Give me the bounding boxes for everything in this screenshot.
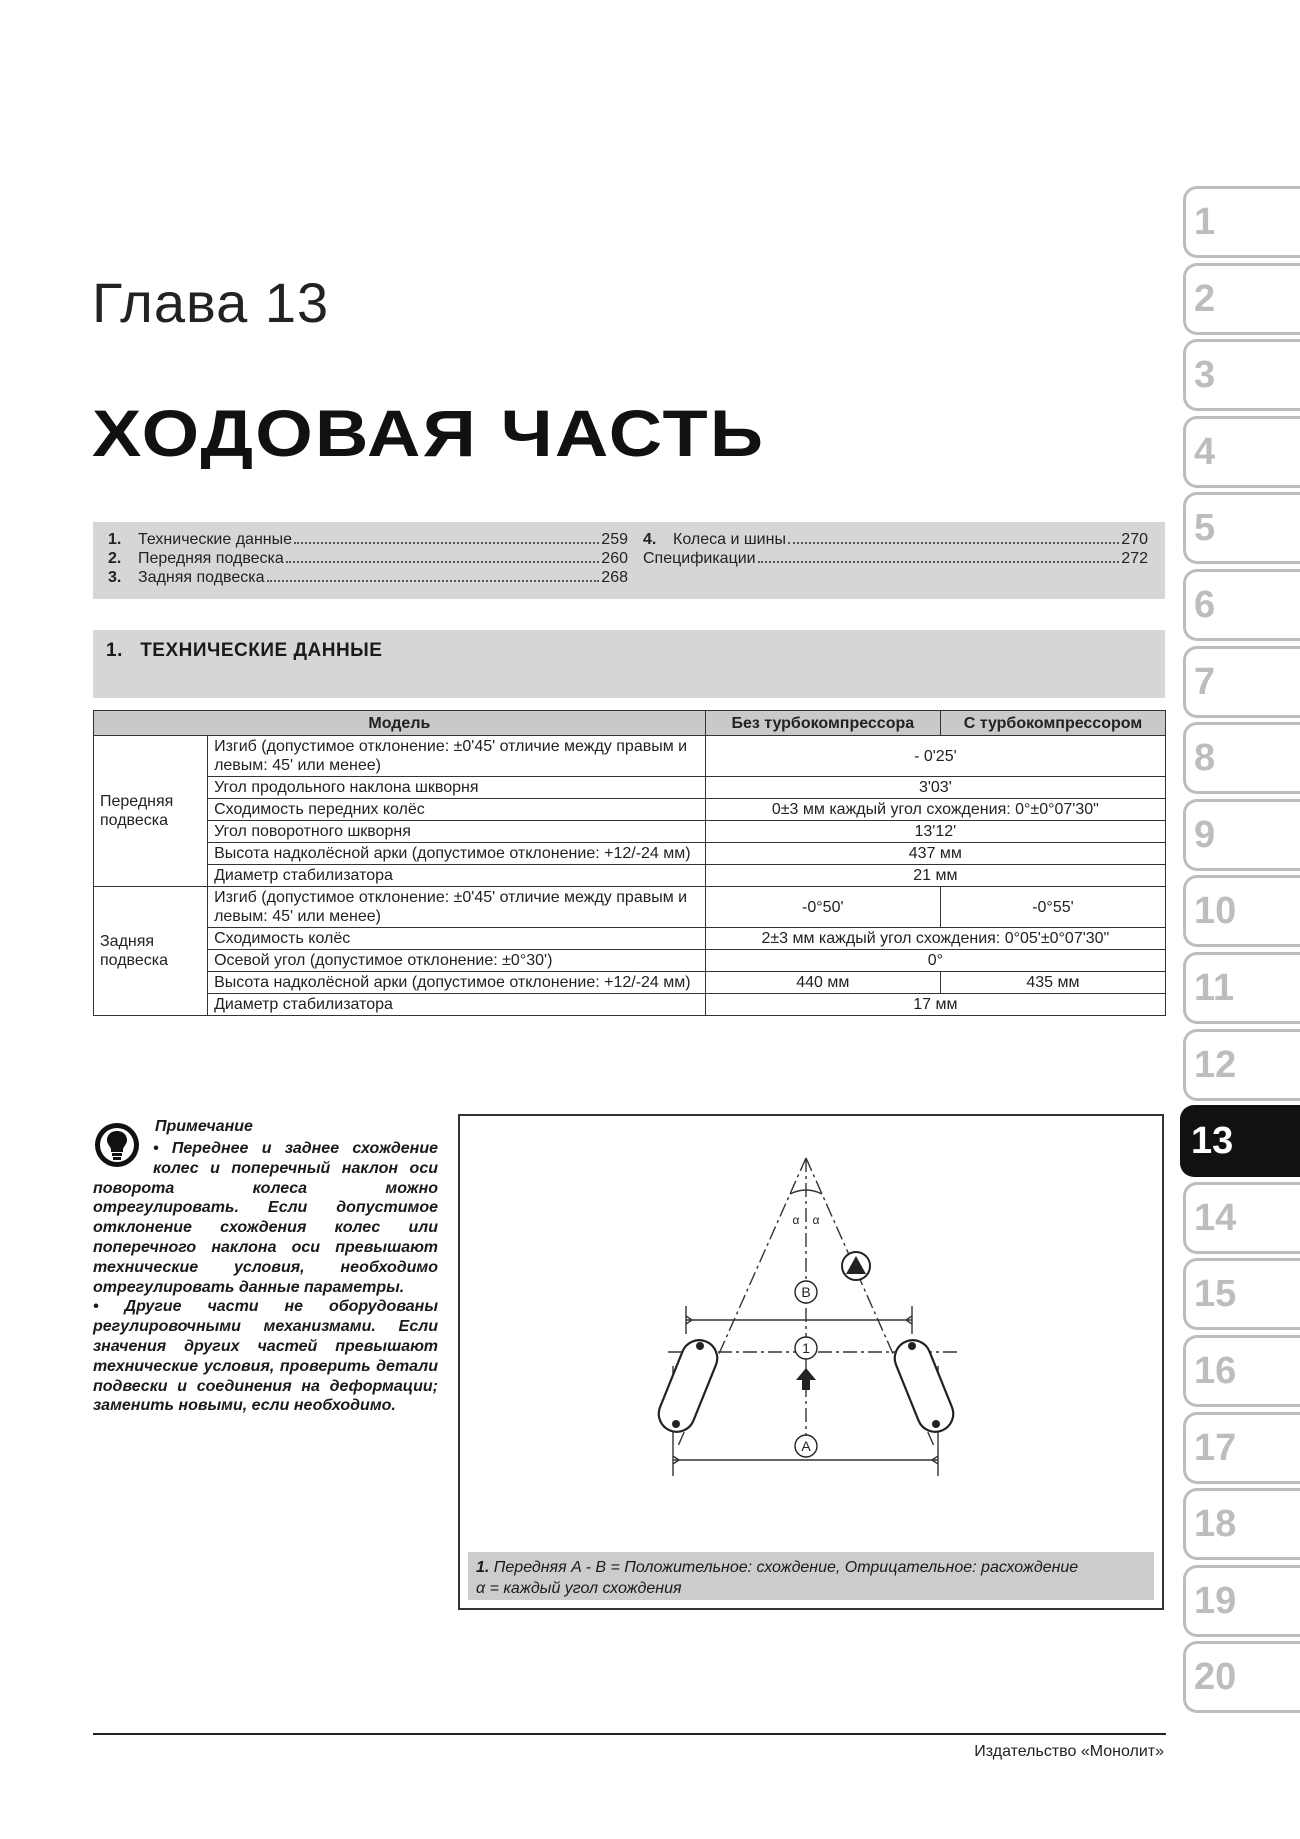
table-row [94, 736, 1166, 777]
chapter-title: ХОДОВАЯ ЧАСТЬ [92, 396, 766, 470]
table-row [94, 821, 1166, 843]
value-cell: 435 мм [940, 972, 1165, 994]
footer-divider [93, 1733, 1166, 1735]
toc-item-title: Спецификации [643, 550, 756, 567]
publisher-name: Издательство «Монолит» [974, 1743, 1164, 1760]
param-cell: Сходимость колёс [208, 928, 706, 950]
label-b: B [801, 1284, 811, 1300]
toe-diagram-figure [458, 1114, 1164, 1610]
toc-item-title: Передняя подвеска [138, 550, 284, 567]
chapter-tab-label: 16 [1194, 1350, 1237, 1392]
table-row [94, 950, 1166, 972]
toc-item-page: 260 [601, 550, 628, 567]
header-no-turbo: Без турбокомпрессора [705, 711, 940, 736]
chapter-tab-13[interactable] [1180, 1105, 1300, 1177]
chapter-tab-label: 19 [1194, 1579, 1237, 1622]
chapter-tab-label: 20 [1194, 1656, 1237, 1699]
chapter-tab-label: 9 [1194, 813, 1216, 856]
chapter-tab-label: 15 [1194, 1273, 1237, 1316]
param-cell: Высота надколёсной арки (допустимое отклонение: +12/-24 мм) [208, 843, 706, 865]
note-title: Примечание [155, 1118, 253, 1135]
toc-leader-dots [294, 542, 599, 544]
alpha-left: α [792, 1213, 800, 1227]
chapter-tab-11[interactable] [1183, 952, 1300, 1024]
value-cell: -0°50' [705, 887, 940, 928]
section-number: 1. [106, 640, 123, 661]
toc-item-number: 2. [108, 550, 122, 567]
chapter-tab-label: 5 [1194, 507, 1216, 550]
note-paragraph: • Переднее и заднее схождение колес и поперечный наклон оси поворота колеса можно отрегулировать. Если допустимое отклонение схождения колес или поперечного наклона оси превышают технические условия, необходимо отрегулировать данные параметры. [93, 1140, 438, 1296]
chapter-label: Глава 13 [92, 271, 330, 334]
chapter-tab-label: 6 [1194, 584, 1216, 626]
chapter-tab-label: 2 [1194, 277, 1216, 320]
toc-item-page: 270 [1121, 531, 1148, 548]
chapter-tab-label: 8 [1194, 737, 1216, 780]
value-cell: 437 мм [705, 843, 1165, 865]
toc-item-page: 268 [601, 569, 628, 586]
chapter-tab-17[interactable] [1183, 1412, 1300, 1484]
toc-item-title: Колеса и шины [673, 531, 786, 548]
value-cell: 13'12' [705, 821, 1165, 843]
chapter-tab-10[interactable] [1183, 875, 1300, 947]
header-turbo: С турбокомпрессором [940, 711, 1165, 736]
value-cell: - 0'25' [705, 736, 1165, 777]
label-a: A [801, 1438, 811, 1454]
chapter-tab-18[interactable] [1183, 1488, 1300, 1560]
technical-data-table [93, 710, 1166, 1016]
toc-item-number: 1. [108, 531, 122, 548]
brand-logo-icon [842, 1252, 870, 1280]
toc-leader-dots [788, 542, 1119, 544]
toe-diagram [460, 1116, 1162, 1608]
chapter-tab-label: 13 [1191, 1120, 1234, 1163]
chapter-tab-label: 17 [1194, 1426, 1237, 1469]
toc-column-left [108, 530, 628, 587]
right-wheel-shape [889, 1335, 958, 1437]
chapter-tab-19[interactable] [1183, 1565, 1300, 1637]
param-cell: Осевой угол (допустимое отклонение: ±0°30') [208, 950, 706, 972]
value-cell: 0±3 мм каждый угол схождения: 0°±0°07'30" [705, 799, 1165, 821]
table-row [94, 843, 1166, 865]
value-cell: -0°55' [940, 887, 1165, 928]
chapter-tab-12[interactable] [1183, 1029, 1300, 1101]
chapter-tab-8[interactable] [1183, 722, 1300, 794]
chapter-tab-label: 7 [1194, 660, 1216, 703]
table-header-row [94, 711, 1166, 736]
caption-number: 1. [476, 1559, 490, 1576]
param-cell: Угол поворотного шкворня [208, 821, 706, 843]
toc-item-page: 272 [1121, 550, 1148, 567]
table-of-contents [93, 522, 1165, 599]
table-row [94, 994, 1166, 1016]
toc-column-right [643, 530, 1148, 568]
toc-leader-dots [758, 561, 1120, 563]
section-header-bar [93, 630, 1165, 698]
section-heading [106, 640, 382, 662]
toc-item-number: 4. [643, 531, 657, 548]
header-model: Модель [94, 711, 706, 736]
toc-leader-dots [267, 580, 600, 582]
value-cell: 440 мм [705, 972, 940, 994]
value-cell: 0° [705, 950, 1165, 972]
toc-item-number: 3. [108, 569, 122, 586]
chapter-tab-label: 14 [1194, 1196, 1237, 1239]
param-cell: Диаметр стабилизатора [208, 865, 706, 887]
toc-item-title: Технические данные [138, 531, 293, 548]
chapter-tab-6[interactable] [1183, 569, 1300, 641]
chapter-tab-5[interactable] [1183, 492, 1300, 564]
chapter-tab-label: 18 [1194, 1503, 1237, 1546]
forward-arrow-icon [796, 1368, 816, 1390]
chapter-tab-15[interactable] [1183, 1258, 1300, 1330]
chapter-tab-20[interactable] [1183, 1641, 1300, 1713]
table-row [94, 972, 1166, 994]
note-paragraph: • Другие части не оборудованы регулировочными механизмами. Если значения других частей превышают технические условия, проверить детали подвески и соединения на деформации; заменить новыми, если необходимо. [93, 1298, 438, 1415]
chapter-tab-7[interactable] [1183, 646, 1300, 718]
toc-item[interactable] [108, 530, 628, 549]
chapter-tab-3[interactable] [1183, 339, 1300, 411]
caption-line: α = каждый угол схождения [476, 1580, 682, 1597]
chapter-tab-16[interactable] [1183, 1335, 1300, 1407]
figure-caption [468, 1552, 1154, 1600]
caption-line: Передняя A - B = Положительное: схождение, Отрицательное: расхождение [493, 1559, 1079, 1576]
alpha-right: α [812, 1213, 820, 1227]
toc-item[interactable] [108, 549, 628, 568]
toc-item[interactable] [108, 568, 628, 587]
toc-item[interactable] [643, 530, 1148, 549]
section-title: ТЕХНИЧЕСКИЕ ДАННЫЕ [140, 640, 383, 661]
table-row [94, 799, 1166, 821]
value-cell: 3'03' [705, 777, 1165, 799]
chapter-tab-label: 12 [1194, 1043, 1237, 1086]
toc-item[interactable] [643, 549, 1148, 568]
param-cell: Угол продольного наклона шкворня [208, 777, 706, 799]
chapter-tab-label: 3 [1194, 354, 1216, 397]
param-cell: Высота надколёсной арки (допустимое отклонение: +12/-24 мм) [208, 972, 706, 994]
param-cell: Диаметр стабилизатора [208, 994, 706, 1016]
toc-item-title: Задняя подвеска [138, 569, 265, 586]
table-row [94, 928, 1166, 950]
chapter-tab-14[interactable] [1183, 1182, 1300, 1254]
chapter-tab-label: 4 [1194, 430, 1216, 473]
chapter-tab-1[interactable] [1183, 186, 1300, 258]
chapter-tab-9[interactable] [1183, 799, 1300, 871]
table-row [94, 777, 1166, 799]
group-rear-suspension: Задняя подвеска [94, 887, 208, 1016]
param-cell: Сходимость передних колёс [208, 799, 706, 821]
value-cell: 2±3 мм каждый угол схождения: 0°05'±0°07'30" [705, 928, 1165, 950]
label-1: 1 [802, 1340, 810, 1356]
chapter-tab-label: 1 [1194, 201, 1216, 243]
chapter-tab-label: 10 [1194, 890, 1237, 933]
chapter-tab-label: 11 [1194, 967, 1235, 1009]
value-cell: 21 мм [705, 865, 1165, 887]
param-cell: Изгиб (допустимое отклонение: ±0'45' отличие между правым и левым: 45' или менее) [208, 736, 706, 777]
table-row [94, 865, 1166, 887]
group-front-suspension: Передняя подвеска [94, 736, 208, 887]
param-cell: Изгиб (допустимое отклонение: ±0'45' отличие между правым и левым: 45' или менее) [208, 887, 706, 928]
toc-leader-dots [286, 561, 599, 563]
chapter-tab-2[interactable] [1183, 263, 1300, 335]
toc-item-page: 259 [601, 531, 628, 548]
note-body [93, 1139, 438, 1416]
chapter-tab-4[interactable] [1183, 416, 1300, 488]
left-wheel-shape [653, 1335, 722, 1437]
table-row [94, 887, 1166, 928]
value-cell: 17 мм [705, 994, 1165, 1016]
